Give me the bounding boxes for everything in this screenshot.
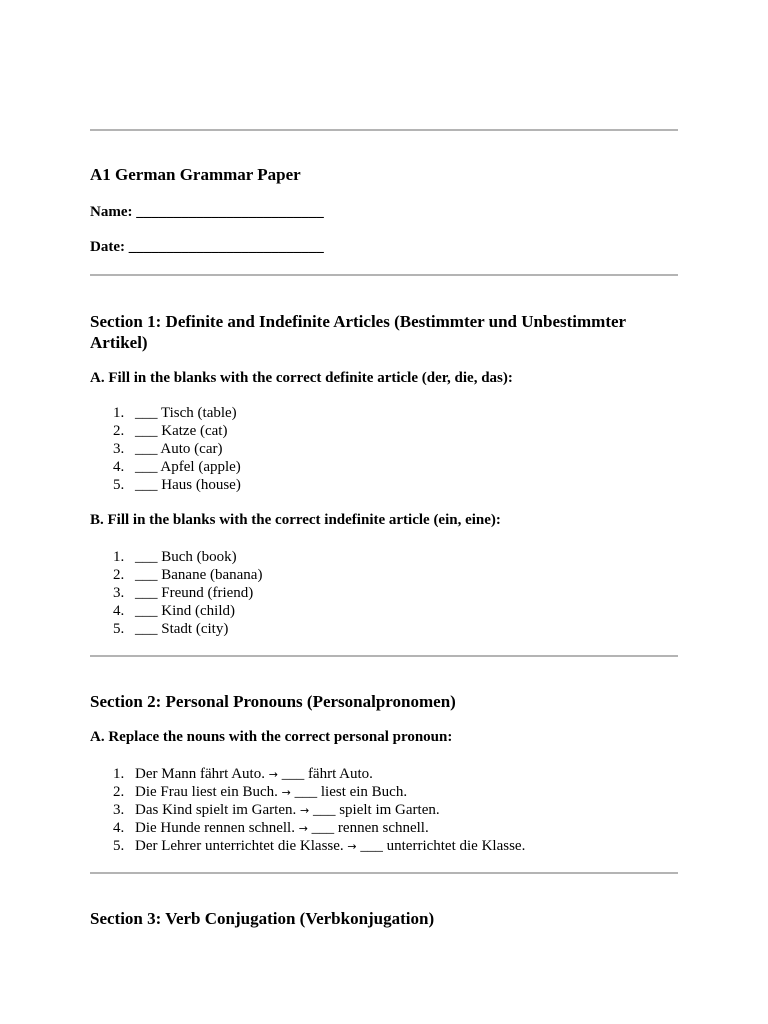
item-number: 4.	[113, 603, 125, 619]
date-field[interactable]	[90, 239, 324, 256]
item-sentence: Der Lehrer unterrichtet die Klasse.	[135, 838, 344, 854]
item-text: ___ Apfel (apple)	[135, 459, 241, 475]
list-item	[90, 801, 678, 819]
item-number: 5.	[113, 477, 125, 493]
section-2-part-a-instruction: A. Replace the nouns with the correct personal pronoun:	[90, 729, 453, 745]
item-sentence: Die Hunde rennen schnell.	[135, 820, 295, 836]
item-number: 3.	[113, 441, 125, 457]
list-item	[90, 765, 678, 783]
item-text: ___ Buch (book)	[135, 549, 237, 565]
list-item	[90, 783, 678, 801]
date-label: Date:	[90, 239, 125, 255]
list-item	[90, 422, 678, 440]
divider-section-1	[90, 655, 678, 657]
item-number: 2.	[113, 784, 125, 800]
item-sentence: Die Frau liest ein Buch.	[135, 784, 278, 800]
list-item	[90, 566, 678, 584]
divider-header	[90, 274, 678, 276]
item-text: ___ Tisch (table)	[135, 405, 237, 421]
arrow-right-icon: →	[299, 804, 310, 817]
item-text: ___ Freund (friend)	[135, 585, 254, 601]
list-item	[90, 837, 678, 855]
name-blank: _________________________	[136, 204, 324, 220]
item-number: 2.	[113, 423, 125, 439]
item-text: ___ Kind (child)	[135, 603, 235, 619]
list-item	[90, 440, 678, 458]
section-1-part-b-list	[90, 548, 678, 638]
divider-section-2	[90, 872, 678, 874]
item-number: 4.	[113, 459, 125, 475]
arrow-right-icon: →	[268, 768, 278, 781]
item-text: ___ Haus (house)	[135, 477, 241, 493]
item-sentence: Der Mann fährt Auto.	[135, 766, 265, 782]
item-number: 1.	[113, 766, 125, 782]
divider-top	[90, 129, 678, 131]
name-field[interactable]	[90, 204, 324, 221]
item-number: 2.	[113, 567, 125, 583]
item-number: 1.	[113, 549, 125, 565]
name-label: Name:	[90, 204, 133, 220]
item-answer: ___ fährt Auto.	[281, 766, 373, 782]
item-answer: ___ spielt im Garten.	[312, 802, 440, 818]
item-number: 3.	[113, 585, 125, 601]
list-item	[90, 819, 678, 837]
arrow-right-icon: →	[298, 822, 308, 835]
section-3-title: Section 3: Verb Conjugation (Verbkonjugation)	[90, 909, 435, 928]
item-sentence: Das Kind spielt im Garten.	[135, 802, 297, 818]
item-text: ___ Banane (banana)	[135, 567, 263, 583]
item-text: ___ Katze (cat)	[135, 423, 228, 439]
list-item	[90, 548, 678, 566]
page-title: A1 German Grammar Paper	[90, 165, 301, 184]
item-number: 5.	[113, 838, 125, 854]
item-number: 3.	[113, 802, 125, 818]
arrow-right-icon: →	[347, 840, 357, 853]
list-item	[90, 620, 678, 638]
item-answer: ___ liest ein Buch.	[294, 784, 408, 800]
section-2-part-a-list	[90, 765, 678, 855]
list-item	[90, 458, 678, 476]
list-item	[90, 584, 678, 602]
list-item	[90, 602, 678, 620]
section-2-title: Section 2: Personal Pronouns (Personalpronomen)	[90, 692, 456, 711]
list-item	[90, 404, 678, 422]
section-1-part-b-instruction: B. Fill in the blanks with the correct indefinite article (ein, eine):	[90, 512, 501, 528]
section-1-part-a-list	[90, 404, 678, 494]
item-text: ___ Stadt (city)	[135, 621, 229, 637]
item-number: 4.	[113, 820, 125, 836]
item-number: 1.	[113, 405, 125, 421]
section-1-title: Section 1: Definite and Indefinite Articles (Bestimmter und Unbestimmter Artikel)	[90, 312, 626, 352]
item-text: ___ Auto (car)	[135, 441, 223, 457]
arrow-right-icon: →	[281, 786, 291, 799]
date-blank: __________________________	[128, 239, 324, 255]
list-item	[90, 476, 678, 494]
section-1-part-a-instruction: A. Fill in the blanks with the correct definite article (der, die, das):	[90, 370, 513, 386]
item-answer: ___ rennen schnell.	[311, 820, 429, 836]
item-answer: ___ unterrichtet die Klasse.	[360, 838, 526, 854]
item-number: 5.	[113, 621, 125, 637]
